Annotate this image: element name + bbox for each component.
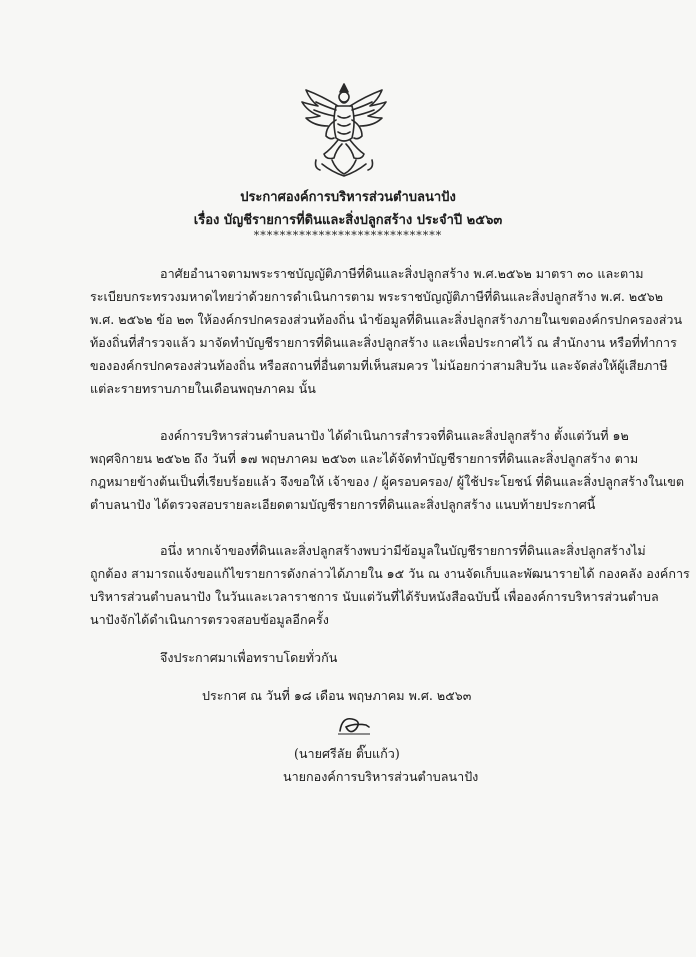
- paragraph-2-line-3: กฎหมายข้างต้นเป็นที่เรียบร้อยแล้ว จึงขอให้ เจ้าของ / ผู้ครอบครอง/ ผู้ใช้ประโยชน์ ที่ดินและสิ่งปลูกสร้างในเขต: [90, 474, 685, 489]
- paragraph-3-line-2: ถูกต้อง สามารถแจ้งขอแก้ไขรายการดังกล่าวได้ภายใน ๑๕ วัน ณ งานจัดเก็บและพัฒนารายได้ กองคลัง องค์การ: [90, 566, 690, 581]
- paragraph-3-line-3: บริหารส่วนตำบลนาปัง ในวันและเวลาราชการ นับแต่วันที่ได้รับหนังสือฉบับนี้ เพื่อองค์การบริหารส่วนตำบล: [90, 589, 659, 604]
- paragraph-3-line-4: นาปังจักได้ดำเนินการตรวจสอบข้อมูลอีกครั้ง: [90, 612, 329, 627]
- paragraph-2-line-4: ตำบลนาปัง ได้ตรวจสอบรายละเอียดตามบัญชีรายการที่ดินและสิ่งปลูกสร้าง แนบท้ายประกาศนี้: [90, 497, 596, 512]
- paragraph-1-line-6: แต่ละรายทราบภายในเดือนพฤษภาคม นั้น: [90, 381, 316, 396]
- garuda-emblem: [296, 80, 392, 180]
- title-line-1: ประกาศองค์การบริหารส่วนตำบลนาปัง: [240, 190, 456, 205]
- paragraph-2-line-2: พฤศจิกายน ๒๕๖๒ ถึง วันที่ ๑๗ พฤษภาคม ๒๕๖๓ และได้จัดทำบัญชีรายการที่ดินและสิ่งปลูกสร้าง ตาม: [90, 451, 639, 466]
- paragraph-1-line-2: ระเบียบกระทรวงมหาดไทยว่าด้วยการดำเนินการตาม พระราชบัญญัติภาษีที่ดินและสิ่งปลูกสร้าง พ.ศ. ๒๕๖๒: [90, 289, 664, 304]
- paragraph-1-line-3: พ.ศ. ๒๕๖๒ ข้อ ๒๓ ให้องค์กรปกครองส่วนท้องถิ่น นำข้อมูลที่ดินและสิ่งปลูกสร้างภายในเขตองค์กรปกครองส่วน: [90, 312, 683, 327]
- signatory-position: นายกองค์การบริหารส่วนตำบลนาปัง: [283, 769, 479, 784]
- paragraph-1-line-1: อาศัยอำนาจตามพระราชบัญญัติภาษีที่ดินและสิ่งปลูกสร้าง พ.ศ.๒๕๖๒ มาตรา ๓๐ และตาม: [160, 266, 644, 281]
- paragraph-3-line-1: อนึ่ง หากเจ้าของที่ดินและสิ่งปลูกสร้างพบว่ามีข้อมูลในบัญชีรายการที่ดินและสิ่งปลูกสร้างไม่: [160, 543, 646, 558]
- closing-text: จึงประกาศมาเพื่อทราบโดยทั่วกัน: [160, 650, 338, 665]
- separator-stars: *****************************: [253, 229, 443, 242]
- signatory-name: (นายศรีลัย ติ๊บแก้ว): [294, 746, 400, 761]
- date-line: ประกาศ ณ วันที่ ๑๘ เดือน พฤษภาคม พ.ศ. ๒๕๖๓: [202, 688, 472, 703]
- paragraph-1-line-4: ท้องถิ่นที่สำรวจแล้ว มาจัดทำบัญชีรายการที่ดินและสิ่งปลูกสร้าง และเพื่อประกาศไว้ ณ สำนักงาน หรือที่ทำการ: [90, 335, 677, 350]
- paragraph-2-line-1: องค์การบริหารส่วนตำบลนาปัง ได้ดำเนินการสำรวจที่ดินและสิ่งปลูกสร้าง ตั้งแต่วันที่ ๑๒: [160, 428, 629, 443]
- signature-mark: [336, 713, 372, 739]
- title-line-2: เรื่อง บัญชีรายการที่ดินและสิ่งปลูกสร้าง ประจำปี ๒๕๖๓: [193, 213, 503, 228]
- paragraph-1-line-5: ขององค์กรปกครองส่วนท้องถิ่น หรือสถานที่อื่นตามที่เห็นสมควร ไม่น้อยกว่าสามสิบวัน และจัดส่งให้ผู้เสียภาษี: [90, 358, 668, 373]
